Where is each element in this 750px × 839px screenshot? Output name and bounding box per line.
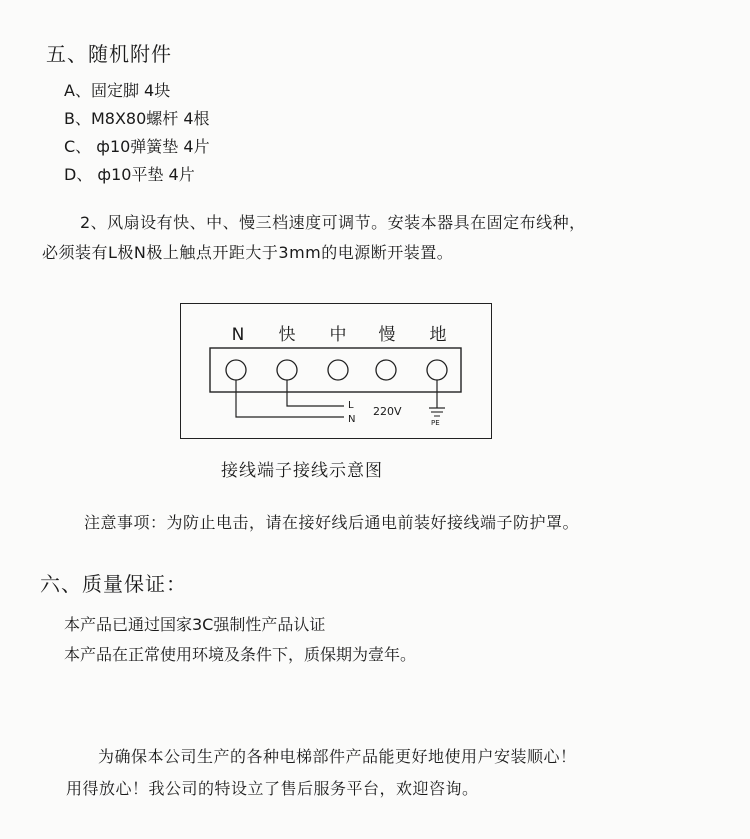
terminal-slow	[376, 360, 396, 380]
terminal-label-slow: 慢	[378, 325, 396, 345]
terminal-label-medium: 中	[329, 325, 347, 345]
wire-label-l: L	[348, 400, 354, 411]
wire-label-n: N	[348, 414, 356, 425]
ground-pe-label: PE	[431, 419, 440, 427]
section6-heading: 六、质量保证：	[40, 572, 187, 596]
footer-line1: 为确保本公司生产的各种电梯部件产品能更好地使用户安装顺心！	[98, 747, 577, 766]
terminal-medium	[328, 360, 348, 380]
wiring-diagram-svg	[181, 304, 493, 440]
speed-paragraph-line2: 必须装有L极N极上触点开距大于3mm的电源断开装置。	[42, 243, 454, 262]
terminal-fast	[277, 360, 297, 380]
terminal-ground	[427, 360, 447, 380]
accessory-item-b: B、M8X80螺杆 4根	[64, 109, 210, 128]
warranty-line1: 本产品已通过国家3C强制性产品认证	[64, 615, 326, 634]
terminal-label-fast: 快	[278, 325, 296, 345]
section5-heading: 五、随机附件	[46, 42, 172, 66]
terminal-n	[226, 360, 246, 380]
accessory-item-d: D、 ф10平垫 4片	[64, 165, 195, 184]
speed-paragraph-line1: 2、风扇设有快、中、慢三档速度可调节。安装本器具在固定布线种，	[80, 213, 586, 232]
terminal-label-n: N	[231, 325, 245, 345]
warranty-line2: 本产品在正常使用环境及条件下，质保期为壹年。	[64, 645, 417, 664]
safety-notice: 注意事项：为防止电击，请在接好线后通电前装好接线端子防护罩。	[84, 513, 580, 532]
diagram-caption: 接线端子接线示意图	[221, 461, 383, 481]
footer-line2: 用得放心！我公司的特设立了售后服务平台，欢迎咨询。	[66, 779, 479, 798]
accessory-item-c: C、 ф10弹簧垫 4片	[64, 137, 210, 156]
terminal-block	[210, 348, 461, 392]
voltage-label: 220V	[373, 405, 402, 418]
wire-n	[236, 380, 344, 417]
terminal-label-ground: 地	[429, 325, 447, 345]
wire-l	[287, 380, 344, 406]
accessory-item-a: A、固定脚 4块	[64, 81, 171, 100]
wiring-diagram	[180, 303, 492, 439]
